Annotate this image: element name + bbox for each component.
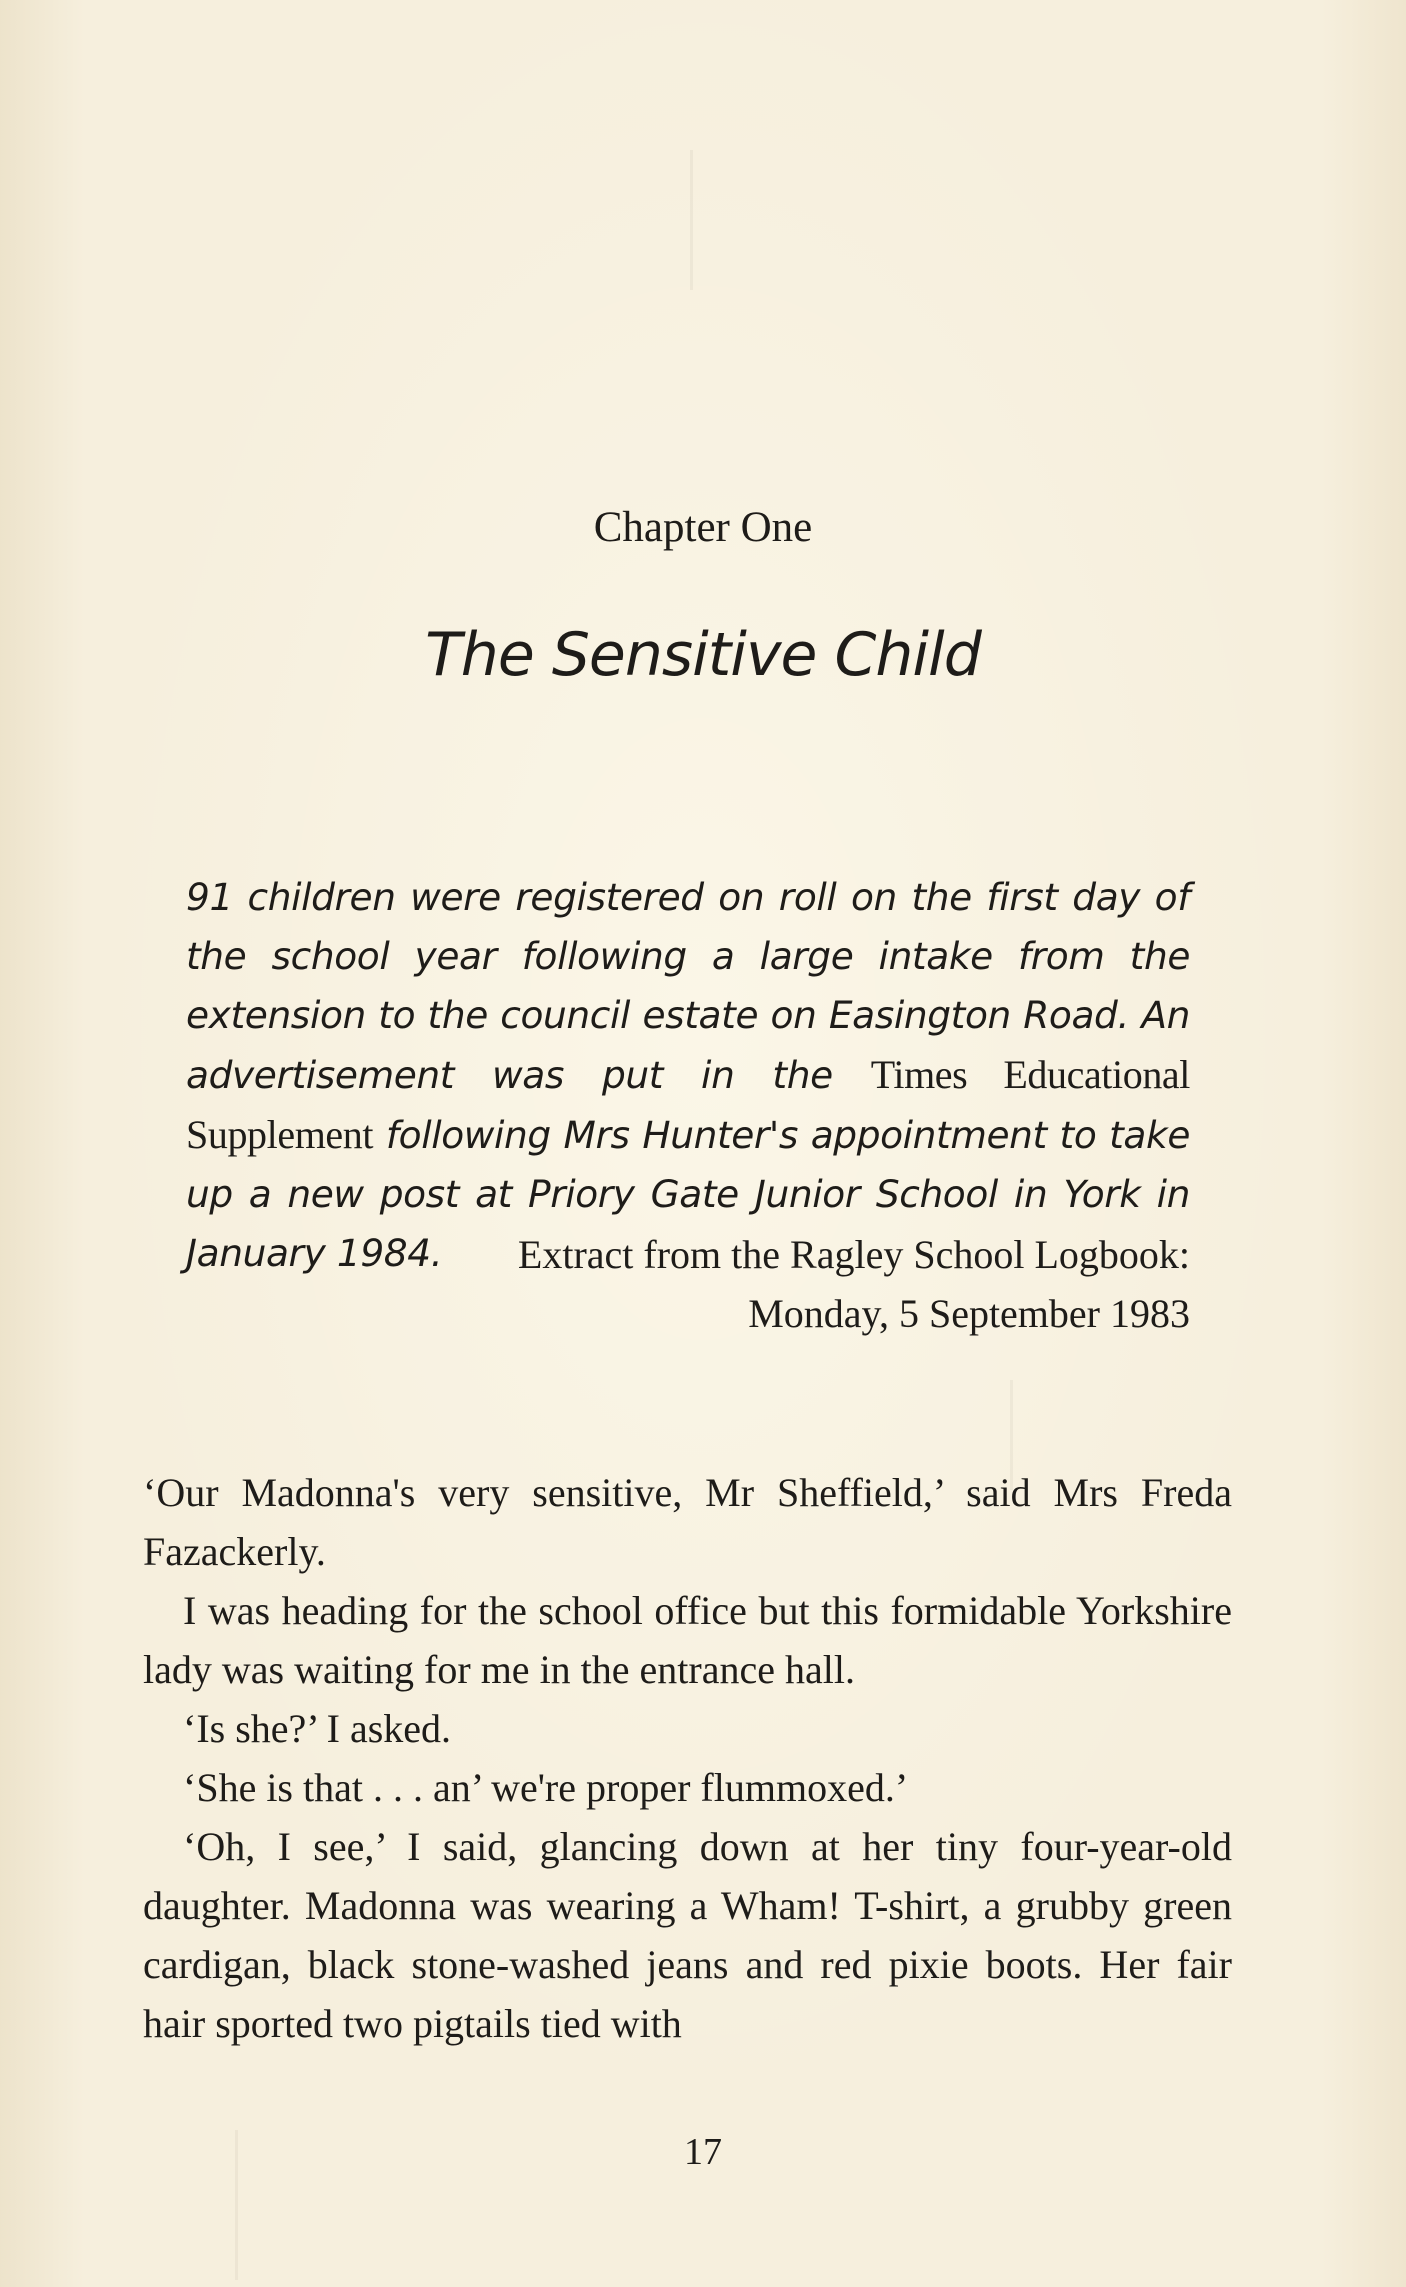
paragraph: ‘Is she?’ I asked. xyxy=(183,1706,452,1751)
body-text xyxy=(143,1463,1232,2053)
paragraph: ‘Oh, I see,’ I said, glancing down at her tiny four-year-old daughter. Madonna was wearing a Wham! T-shirt, a grubby green cardigan, black stone-washed jeans and red pixie boots. Her fair hair sported two pigtails tied with xyxy=(143,1824,1232,2046)
extract-text-after: following Mrs Hunter's appointment to take up a new post at Priory Gate Junior School in York in January 1984. xyxy=(186,1113,1190,1275)
paragraph: I was heading for the school office but this formidable Yorkshire lady was waiting for me in the entrance hall. xyxy=(143,1588,1232,1692)
extract-text-before: 91 children were registered on roll on the first day of the school year following a large intake from the extension to the council estate on Easington Road. An advertisement was put in the xyxy=(186,875,1190,1097)
extract-source: Extract from the Ragley School Logbook: xyxy=(517,1232,1190,1277)
paragraph: ‘She is that . . . an’ we're proper flummoxed.’ xyxy=(183,1765,909,1810)
logbook-extract xyxy=(186,868,1190,1283)
chapter-title: The Sensitive Child xyxy=(425,620,981,690)
extract-date: Monday, 5 September 1983 xyxy=(748,1291,1190,1336)
publication-name: Times Educational Supplement xyxy=(186,1052,1190,1157)
page-number: 17 xyxy=(684,2131,722,2173)
show-through-mark xyxy=(690,150,693,290)
paragraph: ‘Our Madonna's very sensitive, Mr Sheffield,’ said Mrs Freda Fazackerly. xyxy=(143,1470,1232,1574)
chapter-label: Chapter One xyxy=(593,504,813,551)
